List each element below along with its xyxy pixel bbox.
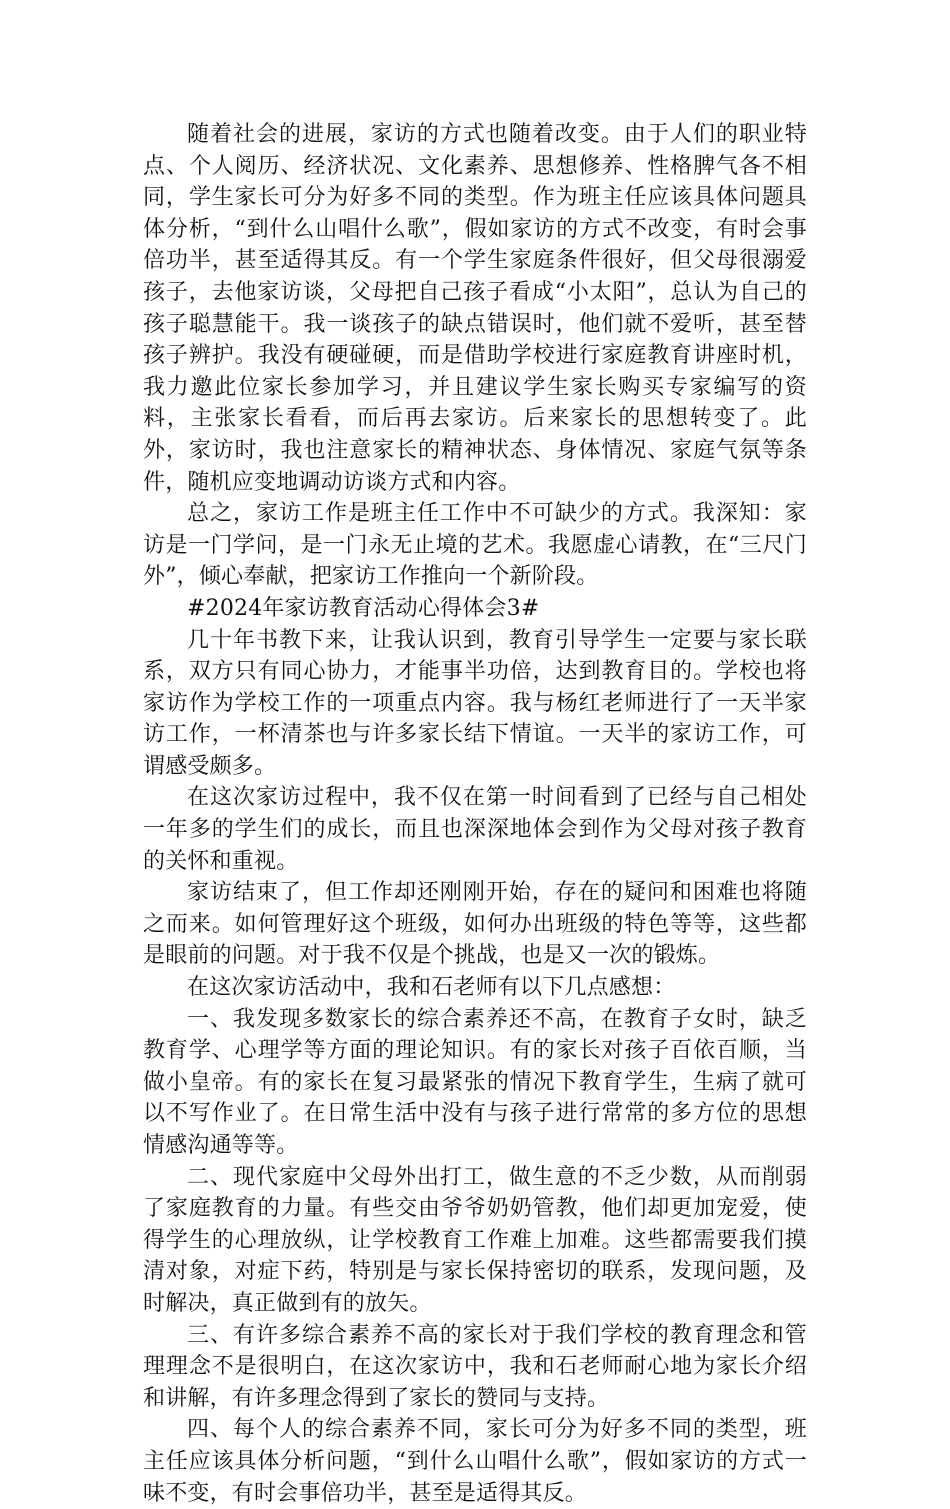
paragraph-reflections-intro: 在这次家访活动中，我和石老师有以下几点感想： — [187, 975, 676, 1001]
document-page — [143, 119, 807, 1509]
section-heading: #2024年家访教育活动心得体会3# — [187, 595, 540, 621]
paragraph-visit-ended: 家访结束了，但工作却还刚刚开始，存在的疑问和困难也将随之而来。如何管理好这个班级，如何办出班级的特色等等，这些都是眼前的问题。对于我不仅是个挑战，也是又一次的锻炼。 — [143, 880, 807, 969]
paragraph-point-two: 二、现代家庭中父母外出打工，做生意的不乏少数，从而削弱了家庭教育的力量。有些交由爷爷奶奶管教，他们却更加宠爱，使得学生的心理放纵，让学校教育工作难上加难。这些都需要我们摸清对象，对症下药，特别是与家长保持密切的联系，发现问题，及时解决，真正做到有的放矢。 — [143, 1164, 807, 1316]
paragraph-point-three: 三、有许多综合素养不高的家长对于我们学校的教育理念和管理理念不是很明白，在这次家访中，我和石老师耐心地为家长介绍和讲解，有许多理念得到了家长的赞同与支持。 — [143, 1322, 807, 1411]
paragraph-point-one: 一、我发现多数家长的综合素养还不高，在教育子女时，缺乏教育学、心理学等方面的理论知识。有的家长对孩子百依百顺，当做小皇帝。有的家长在复习最紧张的情况下教育学生，生病了就可以不写作业了。在日常生活中没有与孩子进行常常的多方位的思想情感沟通等等。 — [143, 1006, 807, 1158]
paragraph-teaching-experience: 几十年书教下来，让我认识到，教育引导学生一定要与家长联系，双方只有同心协力，才能事半功倍，达到教育目的。学校也将家访作为学校工作的一项重点内容。我与杨红老师进行了一天半家访工作，一杯清茶也与许多家长结下情谊。一天半的家访工作，可谓感受颇多。 — [143, 627, 807, 779]
paragraph-conclusion: 总之，家访工作是班主任工作中不可缺少的方式。我深知：家访是一门学问，是一门永无止境的艺术。我愿虚心请教，在“三尺门外”，倾心奉献，把家访工作推向一个新阶段。 — [143, 501, 807, 590]
paragraph-home-visit-methods: 随着社会的进展，家访的方式也随着改变。由于人们的职业特点、个人阅历、经济状况、文化素养、思想修养、性格脾气各不相同，学生家长可分为好多不同的类型。作为班主任应该具体问题具体分析，“到什么山唱什么歌”，假如家访的方式不改变，有时会事倍功半，甚至适得其反。有一个学生家庭条件很好，但父母很溺爱孩子，去他家访谈，父母把自己孩子看成“小太阳”，总认为自己的孩子聪慧能干。我一谈孩子的缺点错误时，他们就不爱听，甚至替孩子辨护。我没有硬碰硬，而是借助学校进行家庭教育讲座时机，我力邀此位家长参加学习，并且建议学生家长购买专家编写的资料，主张家长看看，而后再去家访。后来家长的思想转变了。此外，家访时，我也注意家长的精神状态、身体情况、家庭气氛等条件，随机应变地调动访谈方式和内容。 — [143, 122, 807, 495]
paragraph-visit-process: 在这次家访过程中，我不仅在第一时间看到了已经与自己相处一年多的学生们的成长，而且也深深地体会到作为父母对孩子教育的关怀和重视。 — [143, 785, 807, 874]
paragraph-point-four: 四、每个人的综合素养不同，家长可分为好多不同的类型，班主任应该具体分析问题，“到什么山唱什么歌”，假如家访的方式一味不变，有时会事倍功半，甚至是适得其反。 — [143, 1417, 807, 1506]
